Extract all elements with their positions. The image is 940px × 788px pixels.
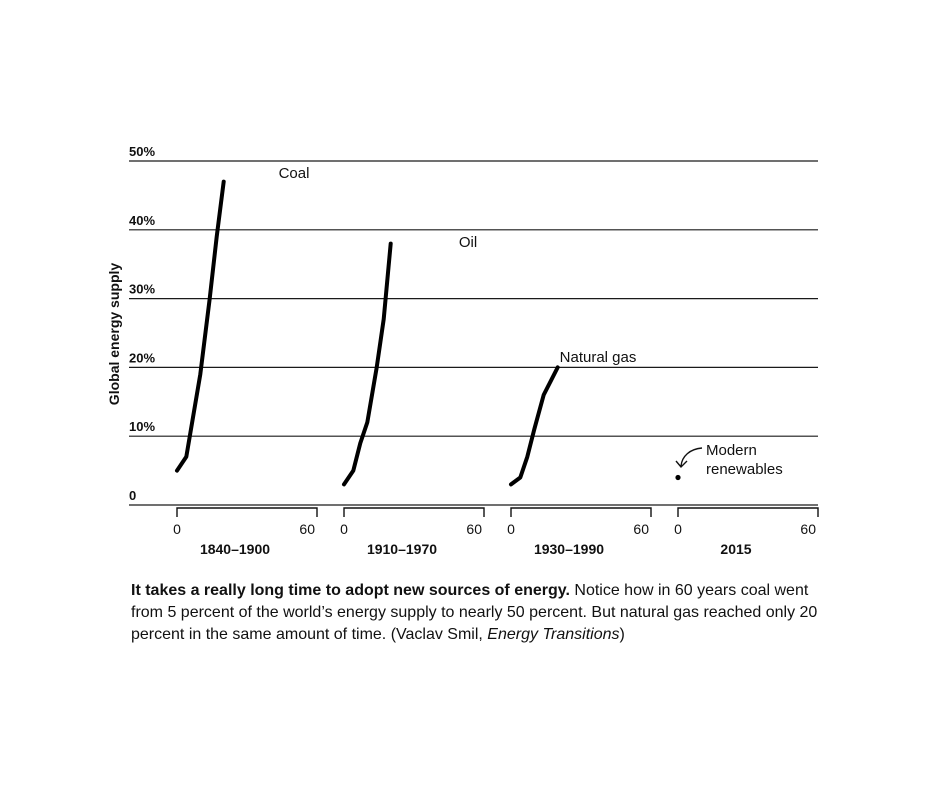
x-tick-label: 0 <box>173 521 181 537</box>
period-label: 2015 <box>720 541 752 557</box>
x-tick-label: 60 <box>466 521 482 537</box>
caption-body: Notice how in 60 years coal went from 5 percent of the world’s energy supply to nearly 50 percent. But natural gas reached only 20 percent in the same amount of time. (Vaclav Smil, <box>131 582 818 643</box>
x-axis-bracket <box>678 508 818 517</box>
panel-3 <box>507 349 651 557</box>
figure-caption <box>131 580 831 646</box>
x-tick-label: 0 <box>674 521 682 537</box>
series-line <box>344 244 391 485</box>
y-tick-label: 0 <box>129 488 137 503</box>
series-line <box>177 182 224 471</box>
y-tick-label: 30% <box>129 281 156 297</box>
x-tick-label: 60 <box>299 521 315 537</box>
series-point <box>675 475 680 480</box>
series-line <box>511 367 558 484</box>
x-axis-bracket <box>177 508 317 517</box>
panel-2 <box>340 234 484 557</box>
panel-4 <box>674 442 818 557</box>
series-label: Natural gas <box>559 349 637 366</box>
y-axis-label: Global energy supply <box>106 262 122 406</box>
panel-1 <box>173 165 317 557</box>
x-axis-bracket <box>344 508 484 517</box>
series-label: Modern renewables <box>706 442 783 478</box>
x-tick-label: 0 <box>340 521 348 537</box>
series-label: Coal <box>278 165 310 182</box>
period-label: 1910–1970 <box>366 541 438 557</box>
caption-end: ) <box>619 626 625 643</box>
series-label: Oil <box>458 234 478 251</box>
y-tick-label: 50% <box>129 144 156 159</box>
caption-lead: It takes a really long time to adopt new sources of energy. <box>131 582 570 599</box>
x-tick-label: 60 <box>633 521 649 537</box>
x-axis-bracket <box>511 508 651 517</box>
caption-book-title: Energy Transitions <box>487 626 620 643</box>
y-tick-label: 20% <box>129 350 156 366</box>
annotation-arrow <box>676 448 702 467</box>
period-label: 1930–1990 <box>533 541 605 557</box>
y-tick-label: 10% <box>129 419 156 435</box>
period-label: 1840–1900 <box>199 541 271 557</box>
x-tick-label: 0 <box>507 521 515 537</box>
chart-panels <box>173 165 818 557</box>
x-tick-label: 60 <box>800 521 816 537</box>
y-tick-label: 40% <box>129 212 156 228</box>
y-axis-ticks <box>129 144 155 503</box>
